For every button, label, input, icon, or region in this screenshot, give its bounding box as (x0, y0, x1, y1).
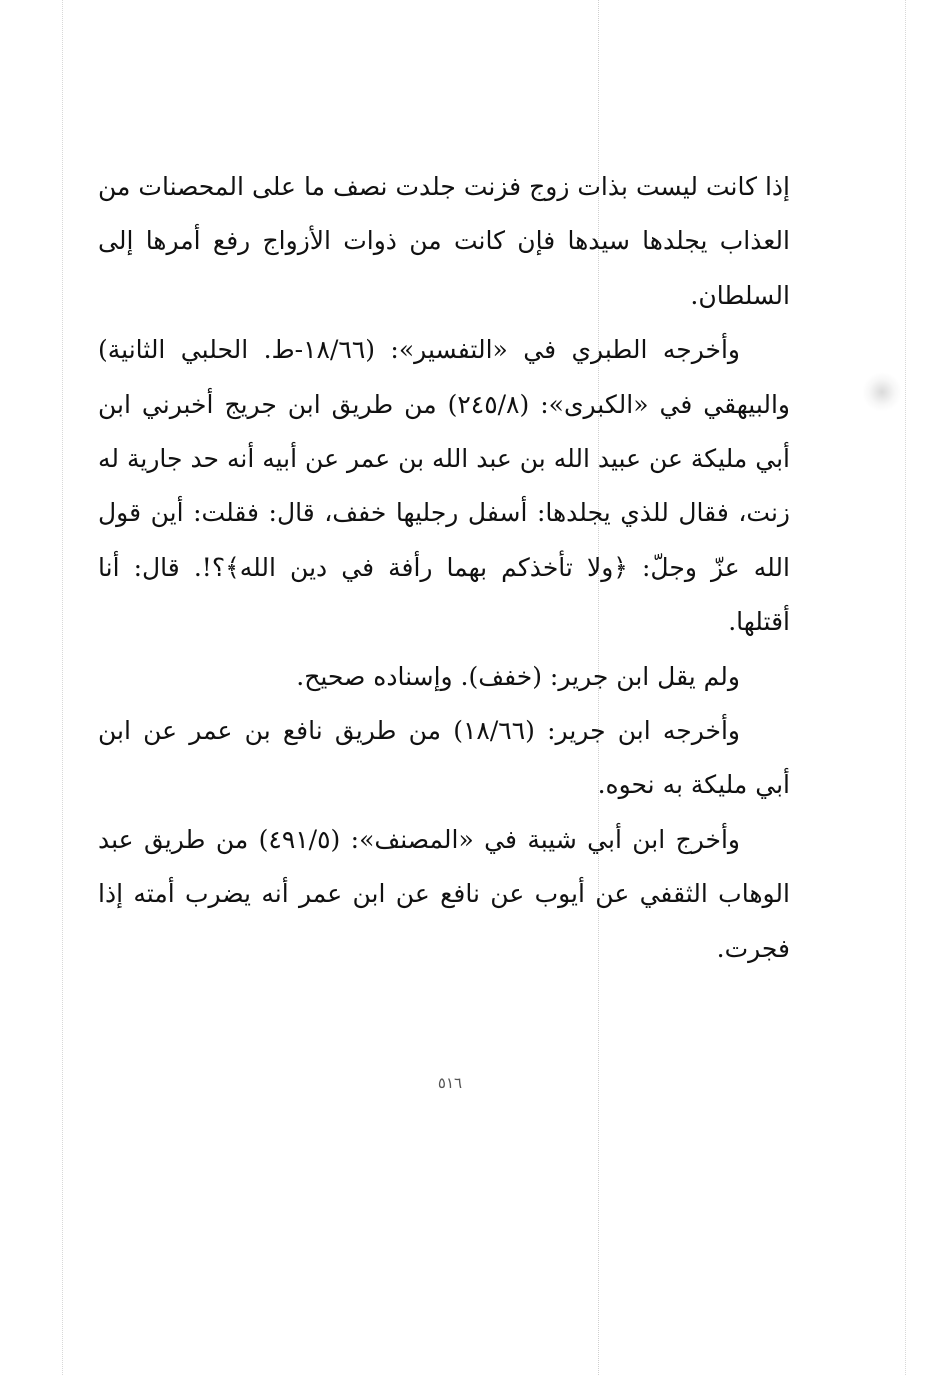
paragraph-continuation: إذا كانت ليست بذات زوج فزنت جلدت نصف ما على المحصنات من العذاب يجلدها سيدها فإن كانت من ذوات الأزواج رفع أمرها إلى السلطان. (98, 172, 790, 310)
paragraph-isnad-note: ولم يقل ابن جرير: (خفف). وإسناده صحيح. (296, 661, 740, 691)
body-text (98, 160, 790, 976)
scan-guide-line (62, 0, 63, 1375)
scan-artifact (862, 372, 902, 412)
paragraph-ibn-jarir: وأخرجه ابن جرير: (١٨/٦٦) من طريق نافع بن عمر عن ابن أبي مليكة به نحوه. (98, 716, 790, 800)
page-number: ٥١٦ (437, 1074, 463, 1092)
paragraph-ibn-abi-shaybah: وأخرج ابن أبي شيبة في «المصنف»: (٤٩١/٥) من طريق عبد الوهاب الثقفي عن أيوب عن نافع عن ابن عمر أنه يضرب أمته إذا فجرت. (98, 824, 790, 963)
paragraph-tabari-bayhaqi: وأخرجه الطبري في «التفسير»: (١٨/٦٦-ط. الحلبي الثانية) والبيهقي في «الكبرى»: (٢٤٥/٨) من طريق ابن جريج أخبرني ابن أبي مليكة عن عبيد الله بن عبد الله بن عمر عن أبيه أنه حد جارية له زنت، فقال للذي يجلدها: أسفل رجليها خفف، قال: فقلت: أين قول الله عزّ وجلّ: ﴿ولا تأخذكم بهما رأفة في دين الله﴾؟!. قال: أنا أقتلها. (98, 335, 791, 637)
scan-guide-line (905, 0, 906, 1375)
